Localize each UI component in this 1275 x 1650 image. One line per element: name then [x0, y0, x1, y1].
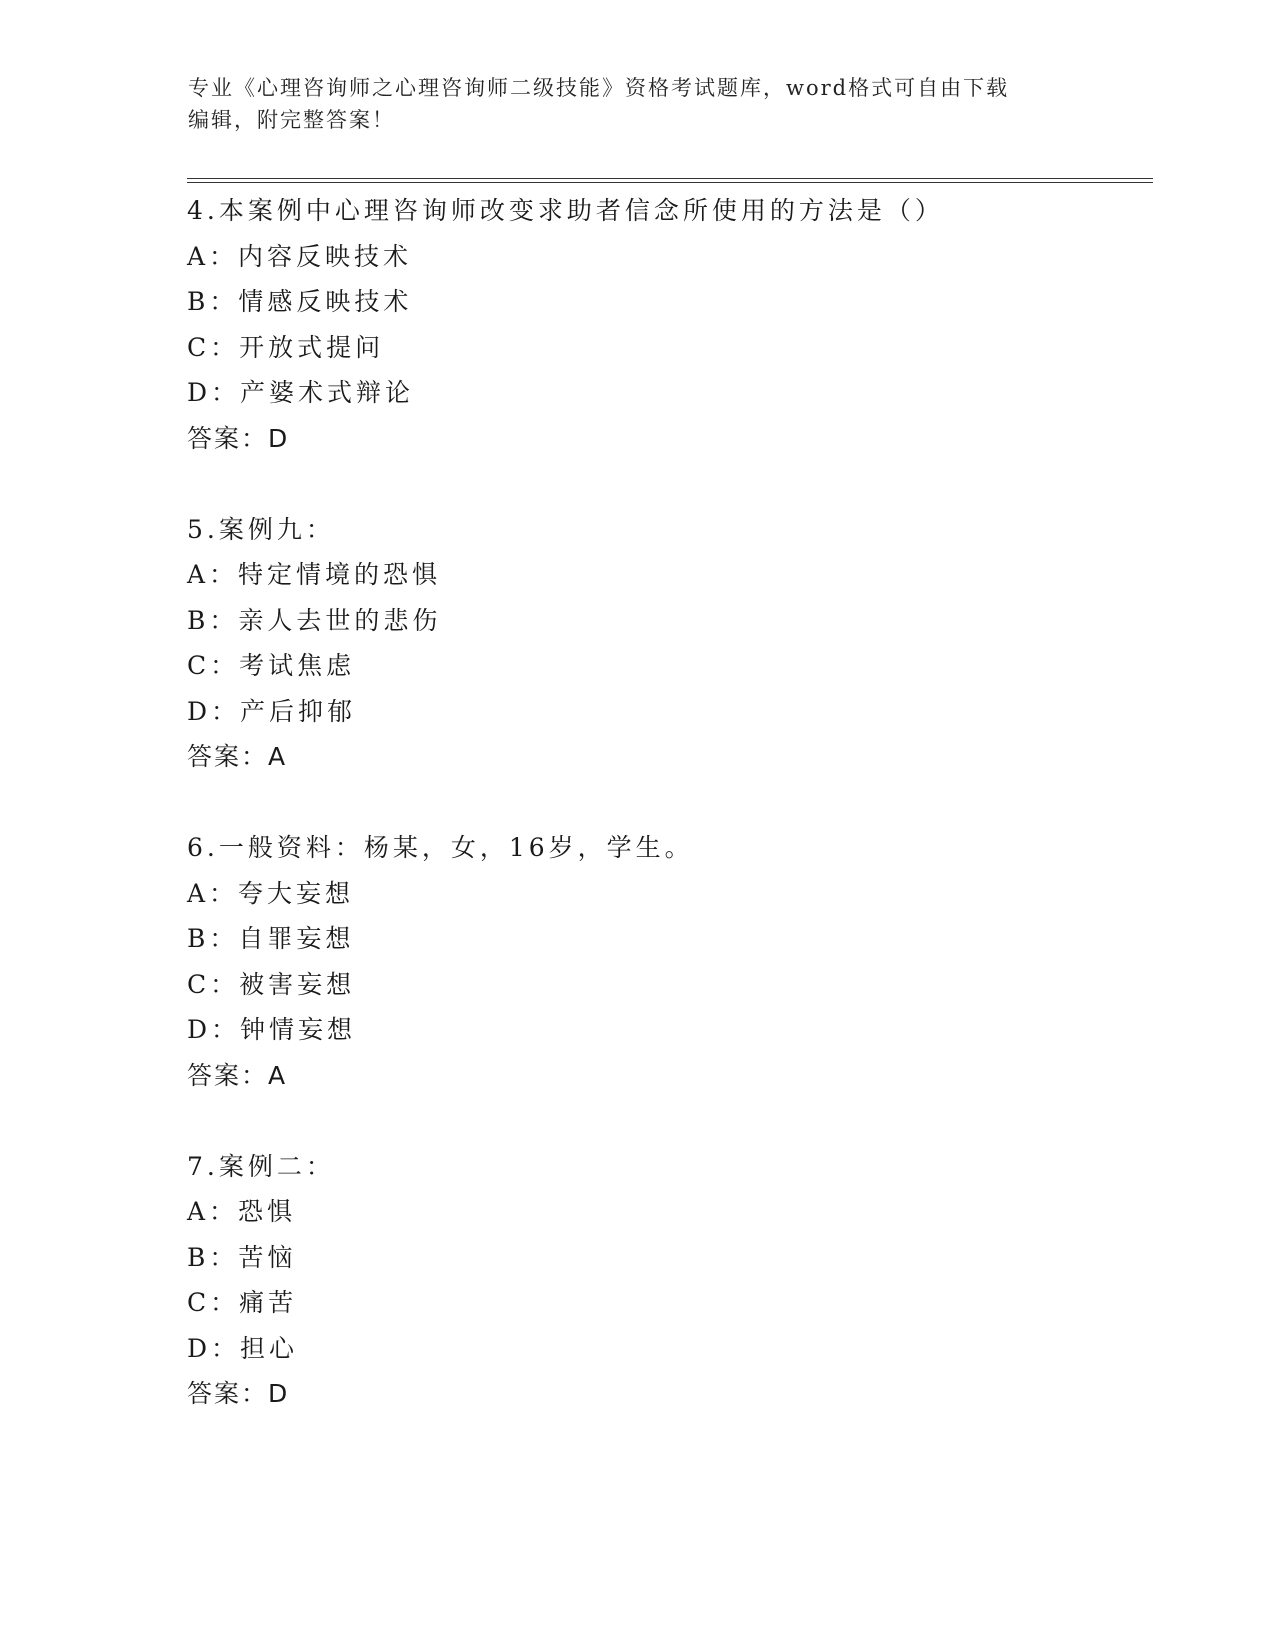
- option-c: C：考试焦虑: [187, 651, 356, 680]
- option-b: B：苦恼: [187, 1242, 297, 1272]
- header-line-1: 专业《心理咨询师之心理咨询师二级技能》资格考试题库，word格式可自由下载: [188, 76, 1010, 100]
- option-b: B：亲人去世的悲伤: [187, 605, 442, 635]
- option-c: C：痛苦: [187, 1288, 298, 1317]
- spacer: [187, 1098, 1147, 1144]
- option-d: D：钟情妄想: [187, 1015, 357, 1044]
- header-divider-bottom: [187, 182, 1153, 183]
- option-b: B：情感反映技术: [187, 287, 413, 316]
- question-4: [187, 188, 1147, 461]
- option-b: B：自罪妄想: [187, 924, 355, 953]
- header-divider-top: [187, 178, 1153, 179]
- option-d: D：产后抑郁: [187, 696, 357, 726]
- document-header: [188, 72, 1068, 136]
- header-line-2: 编辑，附完整答案！: [188, 108, 395, 132]
- option-d: D：产婆术式辩论: [187, 378, 415, 407]
- option-c: C：开放式提问: [187, 332, 385, 362]
- option-a: A：夸大妄想: [187, 878, 355, 908]
- question-6: [187, 825, 1147, 1098]
- question-stem: 4.本案例中心理咨询师改变求助者信念所使用的方法是（）: [187, 196, 944, 225]
- question-stem: 6.一般资料：杨某，女，16岁，学生。: [187, 833, 694, 862]
- answer-line: 答案：D: [187, 1379, 290, 1408]
- question-list: [187, 188, 1147, 1417]
- answer-line: 答案：A: [187, 1060, 288, 1090]
- answer-line: 答案：D: [187, 423, 290, 453]
- option-a: A：恐惧: [187, 1197, 297, 1226]
- option-c: C：被害妄想: [187, 969, 356, 999]
- option-d: D：担心: [187, 1333, 299, 1363]
- spacer: [187, 461, 1147, 507]
- spacer: [187, 780, 1147, 826]
- option-a: A：内容反映技术: [187, 241, 413, 271]
- question-stem: 5.案例九：: [187, 514, 335, 544]
- option-a: A：特定情境的恐惧: [187, 560, 442, 589]
- question-7: [187, 1144, 1147, 1417]
- question-stem: 7.案例二：: [187, 1151, 335, 1181]
- question-5: [187, 507, 1147, 780]
- answer-line: 答案：A: [187, 742, 288, 771]
